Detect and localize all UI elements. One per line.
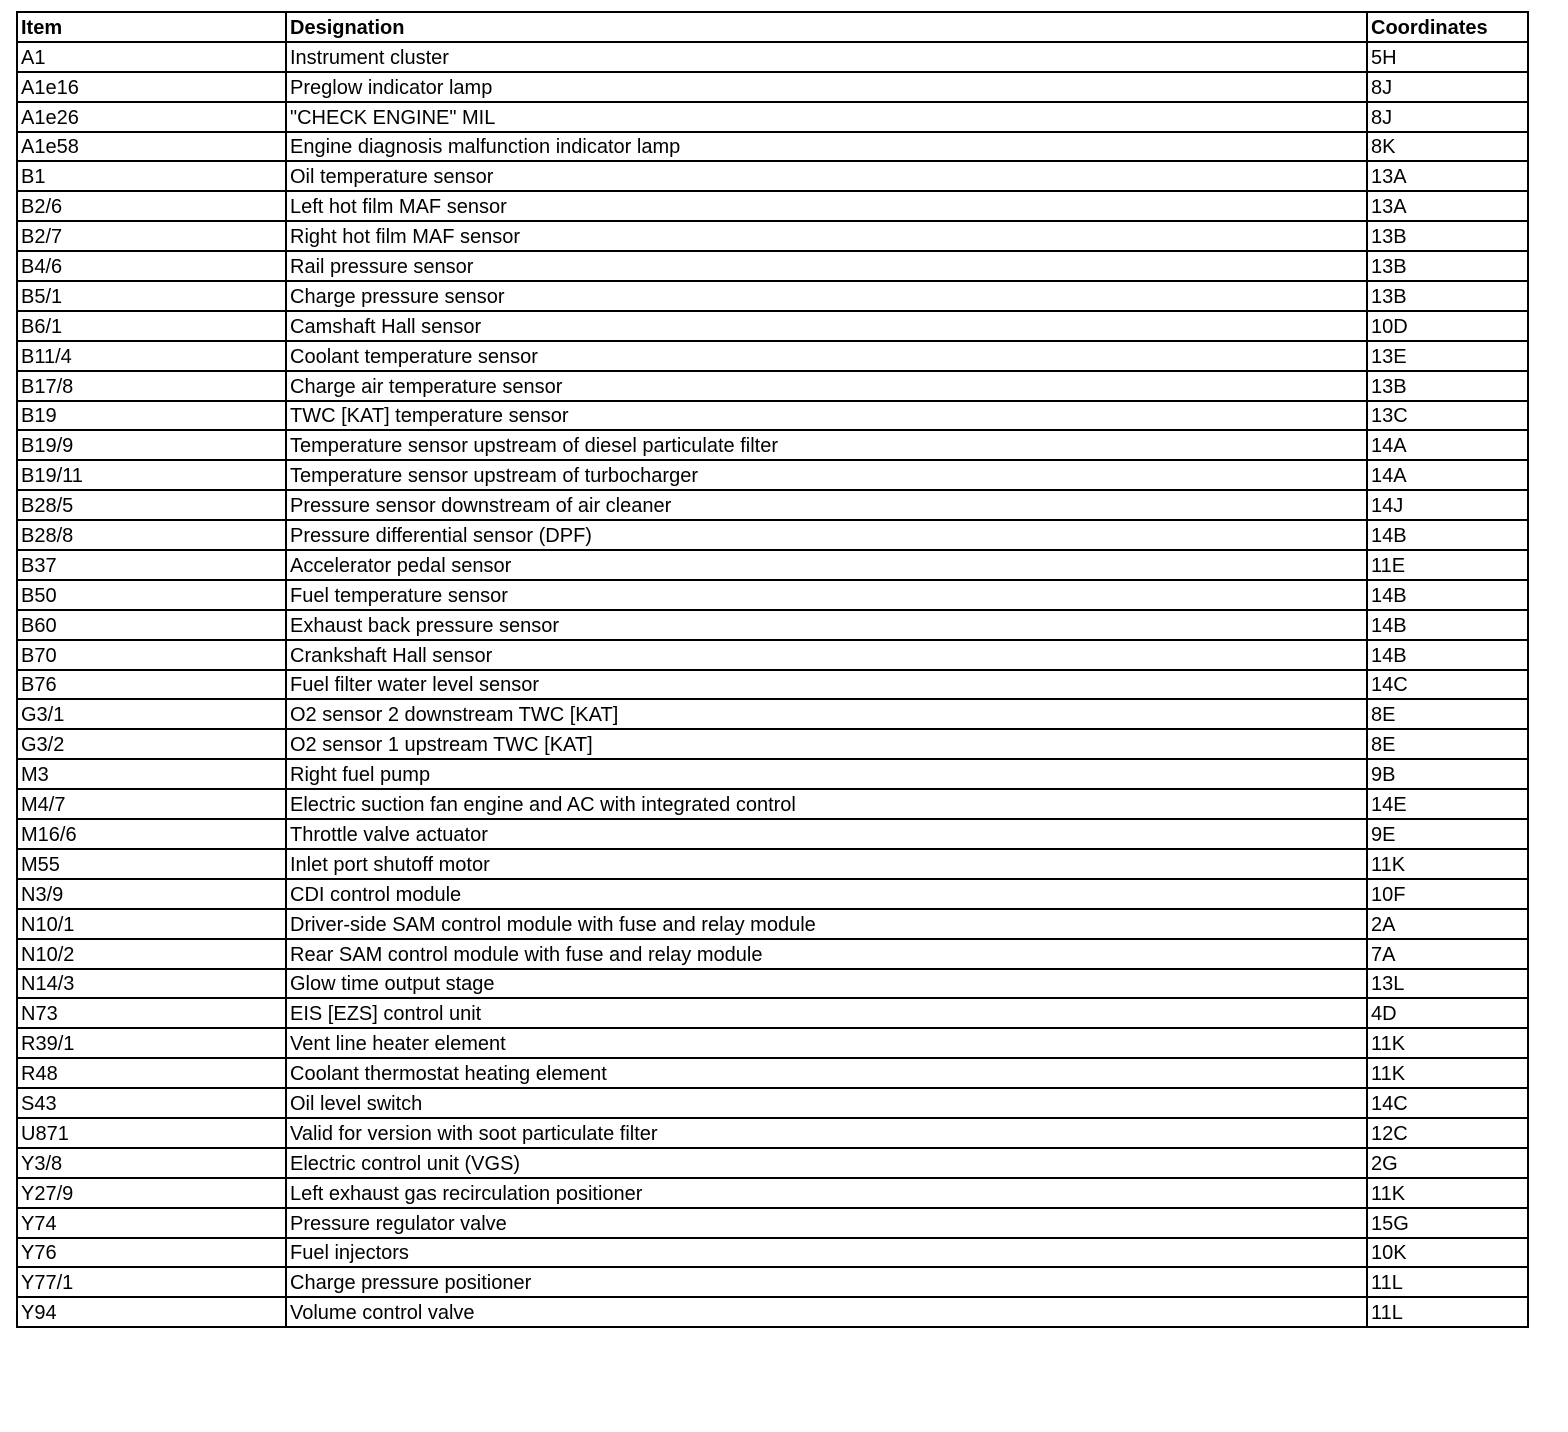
cell-designation: Electric suction fan engine and AC with integrated control: [286, 789, 1367, 819]
table-row: [17, 998, 1528, 1028]
cell-designation: Left hot film MAF sensor: [286, 191, 1367, 221]
table-row: [17, 1238, 1528, 1268]
cell-item: Y76: [17, 1238, 286, 1268]
cell-coordinates: 4D: [1367, 998, 1528, 1028]
cell-item: N10/1: [17, 909, 286, 939]
cell-designation: O2 sensor 2 downstream TWC [KAT]: [286, 699, 1367, 729]
cell-designation: EIS [EZS] control unit: [286, 998, 1367, 1028]
cell-coordinates: 7A: [1367, 939, 1528, 969]
cell-coordinates: 15G: [1367, 1208, 1528, 1238]
cell-item: R39/1: [17, 1028, 286, 1058]
cell-item: A1: [17, 42, 286, 72]
cell-designation: Charge pressure positioner: [286, 1267, 1367, 1297]
cell-coordinates: 14J: [1367, 490, 1528, 520]
cell-designation: Inlet port shutoff motor: [286, 849, 1367, 879]
cell-item: B2/6: [17, 191, 286, 221]
table-row: [17, 430, 1528, 460]
cell-item: B19: [17, 401, 286, 431]
table-row: [17, 1297, 1528, 1327]
cell-item: B28/8: [17, 520, 286, 550]
cell-designation: Accelerator pedal sensor: [286, 550, 1367, 580]
cell-coordinates: 9E: [1367, 819, 1528, 849]
cell-coordinates: 13A: [1367, 161, 1528, 191]
cell-coordinates: 10F: [1367, 879, 1528, 909]
cell-designation: Right fuel pump: [286, 759, 1367, 789]
cell-designation: Oil temperature sensor: [286, 161, 1367, 191]
cell-designation: Pressure differential sensor (DPF): [286, 520, 1367, 550]
cell-designation: Right hot film MAF sensor: [286, 221, 1367, 251]
cell-coordinates: 2A: [1367, 909, 1528, 939]
table-row: [17, 341, 1528, 371]
table-row: [17, 1208, 1528, 1238]
cell-item: N14/3: [17, 969, 286, 999]
cell-coordinates: 14B: [1367, 520, 1528, 550]
cell-designation: TWC [KAT] temperature sensor: [286, 401, 1367, 431]
cell-coordinates: 8J: [1367, 72, 1528, 102]
cell-item: Y77/1: [17, 1267, 286, 1297]
cell-designation: Pressure regulator valve: [286, 1208, 1367, 1238]
cell-item: N73: [17, 998, 286, 1028]
table-row: [17, 460, 1528, 490]
cell-coordinates: 11K: [1367, 849, 1528, 879]
cell-designation: Pressure sensor downstream of air cleaner: [286, 490, 1367, 520]
cell-coordinates: 10K: [1367, 1238, 1528, 1268]
header-designation: Designation: [286, 12, 1367, 42]
cell-coordinates: 14B: [1367, 640, 1528, 670]
cell-coordinates: 11K: [1367, 1028, 1528, 1058]
cell-item: M16/6: [17, 819, 286, 849]
cell-designation: Fuel filter water level sensor: [286, 670, 1367, 700]
cell-designation: Vent line heater element: [286, 1028, 1367, 1058]
cell-coordinates: 14C: [1367, 1088, 1528, 1118]
cell-designation: Exhaust back pressure sensor: [286, 610, 1367, 640]
cell-item: B37: [17, 550, 286, 580]
cell-designation: Charge air temperature sensor: [286, 371, 1367, 401]
table-row: [17, 759, 1528, 789]
cell-item: R48: [17, 1058, 286, 1088]
cell-designation: Temperature sensor upstream of diesel particulate filter: [286, 430, 1367, 460]
cell-designation: Volume control valve: [286, 1297, 1367, 1327]
cell-designation: Coolant thermostat heating element: [286, 1058, 1367, 1088]
cell-item: B17/8: [17, 371, 286, 401]
cell-designation: Valid for version with soot particulate filter: [286, 1118, 1367, 1148]
cell-designation: Preglow indicator lamp: [286, 72, 1367, 102]
table-row: [17, 1058, 1528, 1088]
cell-coordinates: 12C: [1367, 1118, 1528, 1148]
cell-designation: Charge pressure sensor: [286, 281, 1367, 311]
table-row: [17, 819, 1528, 849]
cell-item: G3/1: [17, 699, 286, 729]
cell-item: M55: [17, 849, 286, 879]
cell-coordinates: 8E: [1367, 729, 1528, 759]
cell-item: B76: [17, 670, 286, 700]
cell-item: B5/1: [17, 281, 286, 311]
cell-coordinates: 14A: [1367, 460, 1528, 490]
table-row: [17, 610, 1528, 640]
cell-item: A1e58: [17, 132, 286, 162]
cell-item: B19/11: [17, 460, 286, 490]
table-row: [17, 1028, 1528, 1058]
cell-coordinates: 14B: [1367, 610, 1528, 640]
cell-item: S43: [17, 1088, 286, 1118]
cell-item: M4/7: [17, 789, 286, 819]
cell-designation: Oil level switch: [286, 1088, 1367, 1118]
cell-coordinates: 8E: [1367, 699, 1528, 729]
cell-item: B19/9: [17, 430, 286, 460]
cell-designation: Engine diagnosis malfunction indicator lamp: [286, 132, 1367, 162]
cell-coordinates: 8K: [1367, 132, 1528, 162]
table-row: [17, 1148, 1528, 1178]
cell-designation: "CHECK ENGINE" MIL: [286, 102, 1367, 132]
cell-designation: Electric control unit (VGS): [286, 1148, 1367, 1178]
cell-item: B2/7: [17, 221, 286, 251]
cell-item: G3/2: [17, 729, 286, 759]
cell-item: N3/9: [17, 879, 286, 909]
table-row: [17, 281, 1528, 311]
table-row: [17, 401, 1528, 431]
cell-designation: Temperature sensor upstream of turbocharger: [286, 460, 1367, 490]
cell-coordinates: 13E: [1367, 341, 1528, 371]
cell-designation: Fuel temperature sensor: [286, 580, 1367, 610]
cell-item: A1e26: [17, 102, 286, 132]
table-row: [17, 1178, 1528, 1208]
cell-designation: Left exhaust gas recirculation positioner: [286, 1178, 1367, 1208]
cell-designation: O2 sensor 1 upstream TWC [KAT]: [286, 729, 1367, 759]
component-legend-table: [16, 11, 1529, 1328]
header-coordinates: Coordinates: [1367, 12, 1528, 42]
cell-item: Y27/9: [17, 1178, 286, 1208]
table-row: [17, 251, 1528, 281]
table-row: [17, 1267, 1528, 1297]
cell-item: M3: [17, 759, 286, 789]
header-item: Item: [17, 12, 286, 42]
table-row: [17, 72, 1528, 102]
cell-designation: CDI control module: [286, 879, 1367, 909]
cell-designation: Rail pressure sensor: [286, 251, 1367, 281]
table-row: [17, 490, 1528, 520]
table-body: [17, 42, 1528, 1327]
cell-coordinates: 11L: [1367, 1297, 1528, 1327]
table-row: [17, 909, 1528, 939]
cell-designation: Coolant temperature sensor: [286, 341, 1367, 371]
cell-coordinates: 11E: [1367, 550, 1528, 580]
table-row: [17, 1118, 1528, 1148]
cell-coordinates: 8J: [1367, 102, 1528, 132]
table-row: [17, 969, 1528, 999]
table-row: [17, 161, 1528, 191]
table-row: [17, 849, 1528, 879]
cell-coordinates: 11K: [1367, 1058, 1528, 1088]
cell-coordinates: 13A: [1367, 191, 1528, 221]
cell-coordinates: 13B: [1367, 371, 1528, 401]
cell-coordinates: 9B: [1367, 759, 1528, 789]
cell-coordinates: 13B: [1367, 251, 1528, 281]
table-row: [17, 670, 1528, 700]
table-row: [17, 550, 1528, 580]
table-row: [17, 371, 1528, 401]
cell-designation: Throttle valve actuator: [286, 819, 1367, 849]
cell-item: N10/2: [17, 939, 286, 969]
table-row: [17, 939, 1528, 969]
cell-coordinates: 11L: [1367, 1267, 1528, 1297]
cell-item: Y94: [17, 1297, 286, 1327]
cell-designation: Instrument cluster: [286, 42, 1367, 72]
table-row: [17, 102, 1528, 132]
cell-coordinates: 13L: [1367, 969, 1528, 999]
cell-item: Y74: [17, 1208, 286, 1238]
cell-coordinates: 14B: [1367, 580, 1528, 610]
cell-designation: Fuel injectors: [286, 1238, 1367, 1268]
cell-item: B6/1: [17, 311, 286, 341]
cell-item: B28/5: [17, 490, 286, 520]
cell-item: B1: [17, 161, 286, 191]
cell-coordinates: 14C: [1367, 670, 1528, 700]
table-row: [17, 699, 1528, 729]
table-row: [17, 132, 1528, 162]
cell-coordinates: 10D: [1367, 311, 1528, 341]
cell-designation: Driver-side SAM control module with fuse and relay module: [286, 909, 1367, 939]
cell-item: B70: [17, 640, 286, 670]
cell-item: U871: [17, 1118, 286, 1148]
cell-coordinates: 14A: [1367, 430, 1528, 460]
table-row: [17, 520, 1528, 550]
table-row: [17, 311, 1528, 341]
table-row: [17, 879, 1528, 909]
table-row: [17, 580, 1528, 610]
cell-designation: Glow time output stage: [286, 969, 1367, 999]
cell-item: B50: [17, 580, 286, 610]
cell-coordinates: 11K: [1367, 1178, 1528, 1208]
cell-coordinates: 13B: [1367, 281, 1528, 311]
table-row: [17, 42, 1528, 72]
table-row: [17, 221, 1528, 251]
cell-coordinates: 5H: [1367, 42, 1528, 72]
table-row: [17, 191, 1528, 221]
table-row: [17, 789, 1528, 819]
cell-item: A1e16: [17, 72, 286, 102]
table-row: [17, 1088, 1528, 1118]
cell-item: B11/4: [17, 341, 286, 371]
table-row: [17, 640, 1528, 670]
cell-coordinates: 14E: [1367, 789, 1528, 819]
cell-designation: Rear SAM control module with fuse and relay module: [286, 939, 1367, 969]
header-row: [17, 12, 1528, 42]
cell-coordinates: 13C: [1367, 401, 1528, 431]
cell-coordinates: 2G: [1367, 1148, 1528, 1178]
cell-designation: Crankshaft Hall sensor: [286, 640, 1367, 670]
cell-designation: Camshaft Hall sensor: [286, 311, 1367, 341]
cell-item: B4/6: [17, 251, 286, 281]
table-row: [17, 729, 1528, 759]
cell-item: Y3/8: [17, 1148, 286, 1178]
cell-coordinates: 13B: [1367, 221, 1528, 251]
cell-item: B60: [17, 610, 286, 640]
